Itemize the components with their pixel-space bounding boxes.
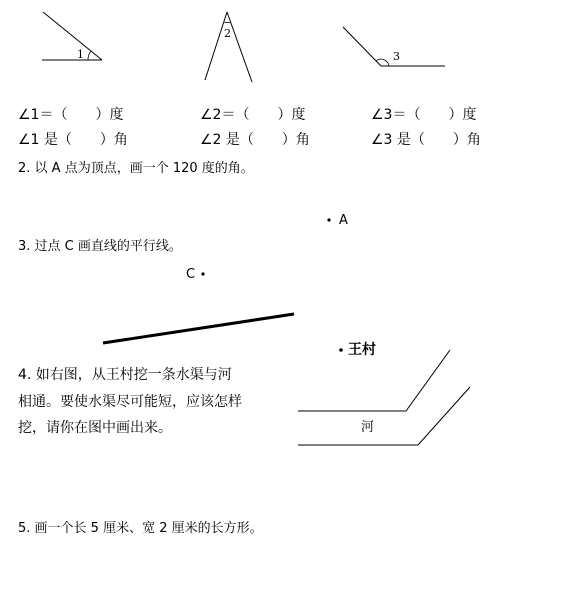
angle-2-figure <box>205 12 252 82</box>
angle-3-type-blank: ∠3 是（ ）角 <box>371 132 481 148</box>
angle-2-type-blank: ∠2 是（ ）角 <box>200 132 310 148</box>
question-2-text: 2. 以 A 点为顶点，画一个 120 度的角。 <box>18 161 254 176</box>
village-dot <box>339 348 343 352</box>
point-a-label: A <box>339 213 348 228</box>
point-c-dot <box>201 272 204 275</box>
angle-1-degree-blank: ∠1＝（ ）度 <box>18 107 124 123</box>
point-c-label: C <box>186 267 196 282</box>
river-figure <box>298 350 470 445</box>
angle-2-degree-blank: ∠2＝（ ）度 <box>200 107 306 123</box>
question-4-line-1: 4. 如右图，从王村挖一条水渠与河 <box>18 367 232 383</box>
angle-2-label: 2 <box>224 27 231 40</box>
angle-3-degree-blank: ∠3＝（ ）度 <box>371 107 477 123</box>
angle-1-label: 1 <box>77 48 84 61</box>
given-line <box>103 314 294 343</box>
angle-1-figure <box>42 12 102 61</box>
question-4-line-2: 相通。要使水渠尽可能短，应该怎样 <box>18 394 242 410</box>
question-3-text: 3. 过点 C 画直线的平行线。 <box>18 239 182 254</box>
angle-1-type-blank: ∠1 是（ ）角 <box>18 132 128 148</box>
village-label: 王村 <box>348 342 376 358</box>
angle-3-figure <box>343 27 445 66</box>
question-5-text: 5. 画一个长 5 厘米、宽 2 厘米的长方形。 <box>18 521 263 536</box>
point-a-dot <box>327 218 330 221</box>
river-label: 河 <box>361 420 375 435</box>
question-4-line-3: 挖，请你在图中画出来。 <box>18 420 172 436</box>
angle-3-label: 3 <box>393 50 400 63</box>
